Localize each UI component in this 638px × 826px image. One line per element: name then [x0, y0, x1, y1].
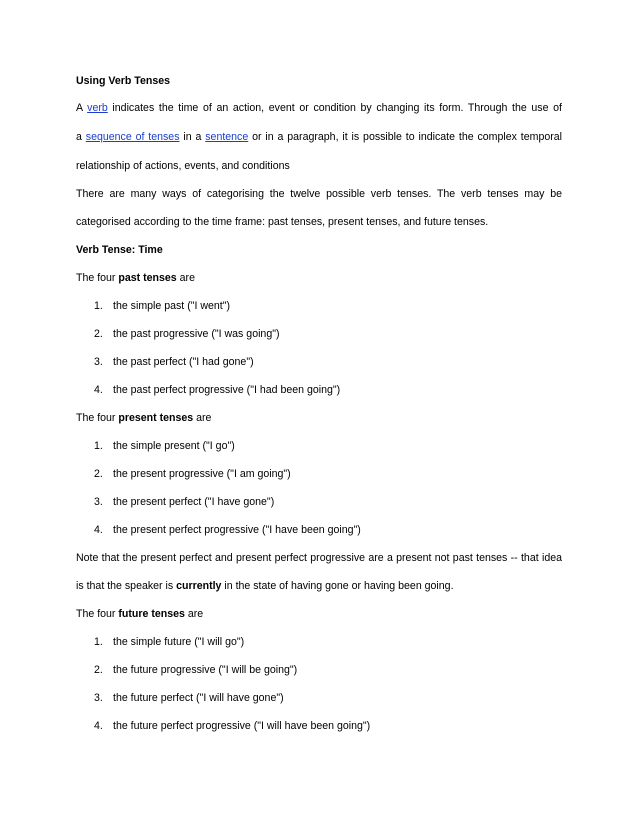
paragraph-2-line-2: categorised according to the time frame: past tenses, present tenses, and future tenses. — [76, 216, 489, 228]
list-text: the simple future ("I will go") — [113, 636, 245, 648]
list-number: 2. — [94, 328, 103, 340]
list-text: the simple present ("I go") — [113, 440, 235, 452]
note-bold: currently — [176, 580, 222, 592]
intro-text: a — [76, 131, 86, 143]
list-number: 4. — [94, 524, 103, 536]
lead-text: are — [193, 412, 212, 424]
list-number: 3. — [94, 356, 103, 368]
sequence-of-tenses-link[interactable]: sequence of tenses — [85, 131, 180, 143]
note-text: in the state of having gone or having been going. — [221, 580, 454, 592]
sentence-link[interactable]: sentence — [205, 131, 249, 143]
list-text: the future perfect progressive ("I will have been going") — [113, 720, 371, 732]
future-tenses-lead — [76, 607, 203, 621]
present-tenses-lead — [76, 411, 211, 425]
list-item — [94, 327, 280, 341]
lead-bold: present tenses — [118, 412, 194, 424]
paragraph-2-line-1: There are many ways of categorising the twelve possible verb tenses. The verb tenses may be — [76, 188, 562, 200]
list-number: 4. — [94, 384, 103, 396]
section-heading: Verb Tense: Time — [76, 244, 163, 256]
lead-text: The four — [76, 412, 119, 424]
list-item — [94, 355, 254, 369]
list-number: 4. — [94, 720, 103, 732]
verb-link[interactable]: verb — [87, 102, 108, 114]
intro-line-3: relationship of actions, events, and conditions — [76, 160, 290, 172]
list-number: 3. — [94, 496, 103, 508]
list-number: 1. — [94, 636, 103, 648]
intro-text: A — [76, 102, 88, 114]
document-title: Using Verb Tenses — [76, 75, 171, 87]
list-item — [94, 439, 235, 453]
intro-line-2 — [76, 130, 562, 144]
intro-text: or in a paragraph, it is possible to indicate the complex temporal — [248, 131, 562, 143]
list-text: the simple past ("I went") — [113, 300, 231, 312]
lead-text: are — [184, 608, 204, 620]
list-text: the present perfect ("I have gone") — [113, 496, 275, 508]
intro-text: in a — [179, 131, 206, 143]
list-item — [94, 495, 274, 509]
list-item — [94, 299, 230, 313]
list-text: the past perfect ("I had gone") — [113, 356, 254, 368]
list-text: the present progressive ("I am going") — [113, 468, 291, 480]
note-line-1: Note that the present perfect and present perfect progressive are a present not past tenses -- that idea — [76, 552, 562, 564]
list-text: the future progressive ("I will be going") — [113, 664, 298, 676]
list-text: the future perfect ("I will have gone") — [113, 692, 284, 704]
intro-line-1 — [76, 101, 562, 115]
list-number: 1. — [94, 440, 103, 452]
intro-text: indicates the time of an action, event or condition by changing its form. Through the use of — [107, 102, 562, 114]
lead-text: The four — [76, 272, 119, 284]
note-line-2 — [76, 579, 454, 593]
lead-text: are — [176, 272, 195, 284]
note-text: is that the speaker is — [76, 580, 177, 592]
list-item — [94, 635, 244, 649]
list-item — [94, 523, 361, 537]
list-number: 3. — [94, 692, 103, 704]
list-text: the present perfect progressive ("I have been going") — [113, 524, 361, 536]
lead-bold: future tenses — [118, 608, 185, 620]
list-item — [94, 719, 370, 733]
past-tenses-lead — [76, 271, 195, 285]
list-item — [94, 467, 291, 481]
list-item — [94, 383, 340, 397]
lead-bold: past tenses — [118, 272, 177, 284]
list-text: the past progressive ("I was going") — [113, 328, 280, 340]
list-number: 2. — [94, 664, 103, 676]
list-item — [94, 691, 284, 705]
lead-text: The four — [76, 608, 119, 620]
list-number: 1. — [94, 300, 103, 312]
list-item — [94, 663, 297, 677]
list-number: 2. — [94, 468, 103, 480]
list-text: the past perfect progressive ("I had been going") — [113, 384, 341, 396]
